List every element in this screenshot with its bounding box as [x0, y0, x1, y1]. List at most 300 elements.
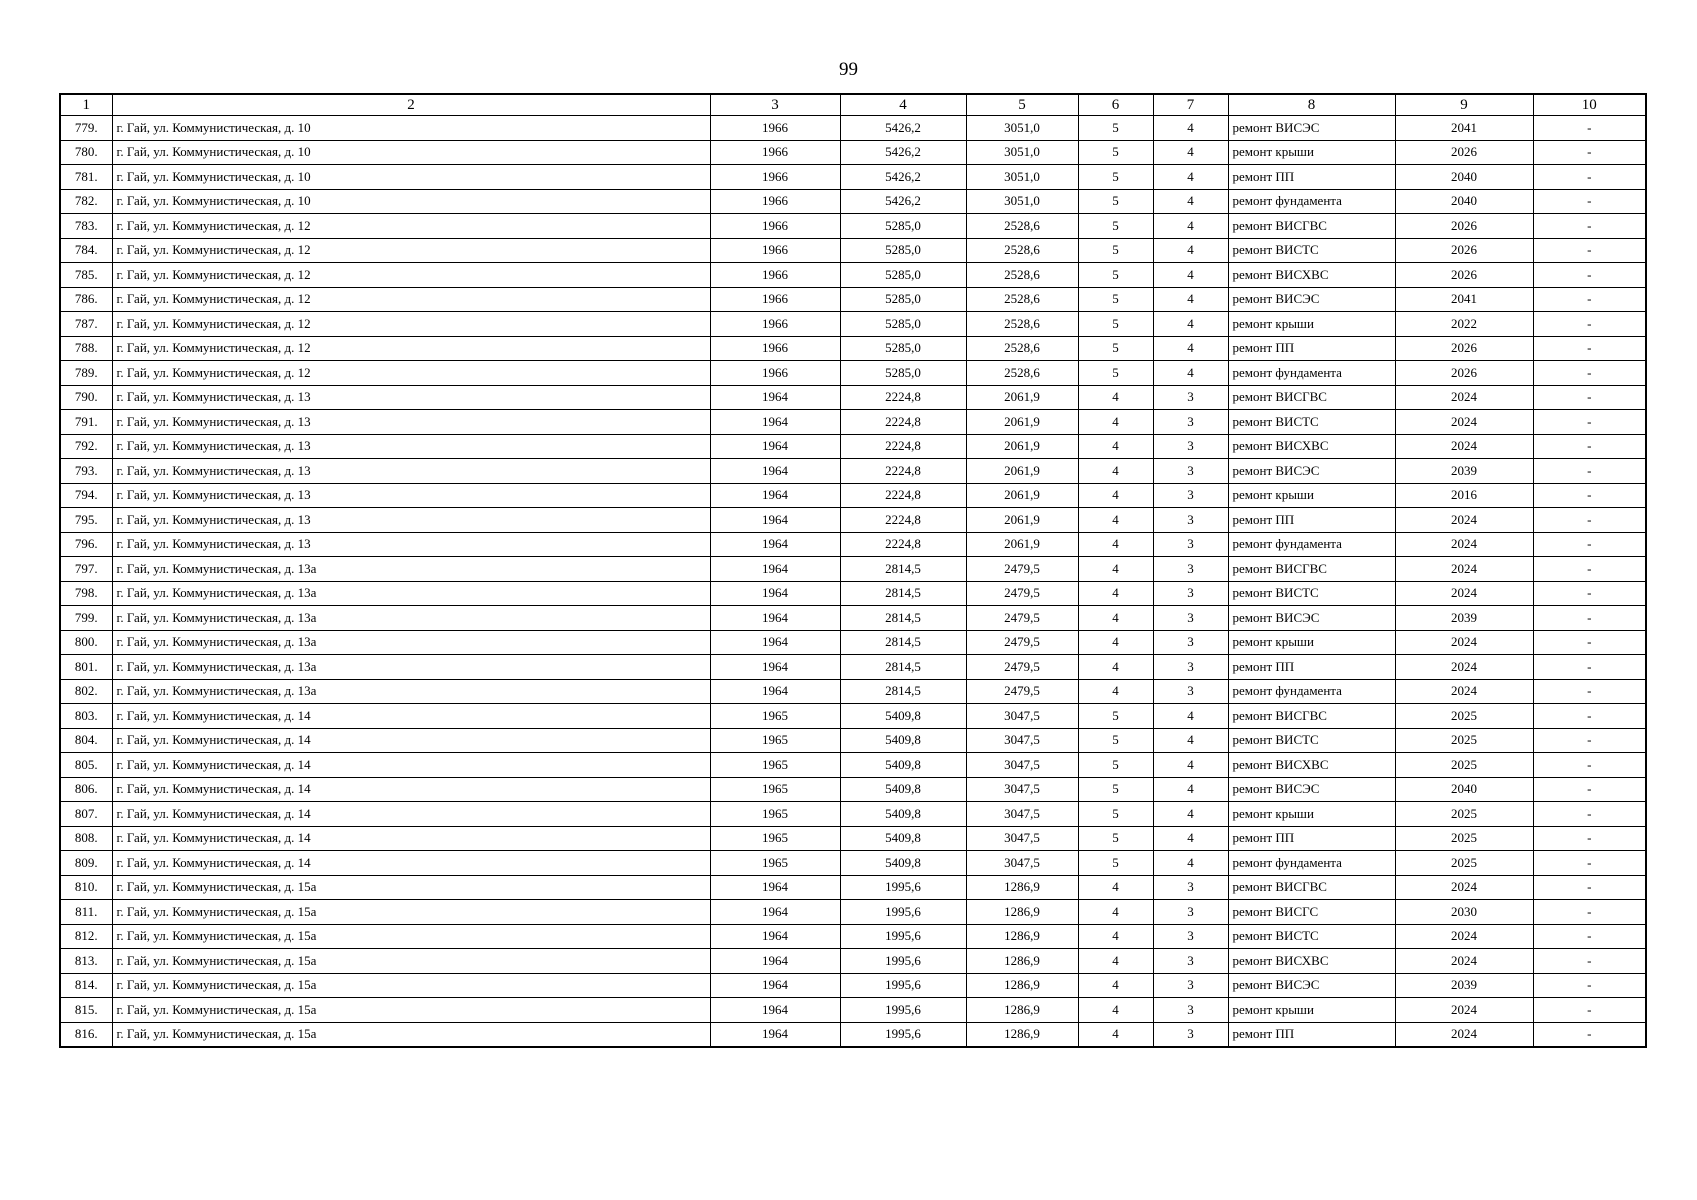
cell-work-type: ремонт ВИСЭС	[1228, 116, 1395, 141]
table-row	[60, 875, 1646, 900]
cell-planned-year: 2039	[1395, 973, 1533, 998]
cell-year-built: 1965	[710, 777, 840, 802]
cell-address: г. Гай, ул. Коммунистическая, д. 13а	[112, 581, 710, 606]
table-row	[60, 851, 1646, 876]
cell-floors: 4	[1078, 483, 1153, 508]
cell-address: г. Гай, ул. Коммунистическая, д. 15а	[112, 973, 710, 998]
cell-living-area: 2528,6	[966, 312, 1078, 337]
cell-address: г. Гай, ул. Коммунистическая, д. 13	[112, 508, 710, 533]
cell-address: г. Гай, ул. Коммунистическая, д. 13	[112, 434, 710, 459]
table-row	[60, 802, 1646, 827]
cell-work-type: ремонт фундамента	[1228, 532, 1395, 557]
cell-living-area: 1286,9	[966, 900, 1078, 925]
cell-work-type: ремонт ПП	[1228, 1022, 1395, 1047]
cell-address: г. Гай, ул. Коммунистическая, д. 13	[112, 410, 710, 435]
cell-total-area: 2814,5	[840, 557, 966, 582]
table-row	[60, 263, 1646, 288]
cell-work-type: ремонт ПП	[1228, 508, 1395, 533]
cell-entrances: 3	[1153, 900, 1228, 925]
cell-work-type: ремонт ВИСХВС	[1228, 753, 1395, 778]
cell-planned-year: 2024	[1395, 410, 1533, 435]
cell-work-type: ремонт ВИСТС	[1228, 238, 1395, 263]
table-row	[60, 949, 1646, 974]
column-header-9: 9	[1395, 94, 1533, 116]
cell-living-area: 2528,6	[966, 263, 1078, 288]
cell-entrances: 3	[1153, 679, 1228, 704]
cell-floors: 4	[1078, 630, 1153, 655]
table-row	[60, 581, 1646, 606]
cell-note: -	[1533, 557, 1646, 582]
cell-living-area: 3047,5	[966, 753, 1078, 778]
cell-total-area: 5409,8	[840, 753, 966, 778]
cell-note: -	[1533, 630, 1646, 655]
cell-planned-year: 2024	[1395, 581, 1533, 606]
cell-year-built: 1965	[710, 704, 840, 729]
cell-entrances: 4	[1153, 826, 1228, 851]
cell-row-number: 783.	[60, 214, 112, 239]
cell-floors: 5	[1078, 263, 1153, 288]
cell-entrances: 3	[1153, 655, 1228, 680]
table-row	[60, 826, 1646, 851]
cell-entrances: 4	[1153, 238, 1228, 263]
table-row	[60, 728, 1646, 753]
cell-floors: 5	[1078, 802, 1153, 827]
cell-planned-year: 2022	[1395, 312, 1533, 337]
cell-floors: 5	[1078, 189, 1153, 214]
cell-row-number: 782.	[60, 189, 112, 214]
column-header-3: 3	[710, 94, 840, 116]
column-header-1: 1	[60, 94, 112, 116]
cell-entrances: 4	[1153, 140, 1228, 165]
cell-work-type: ремонт ВИСХВС	[1228, 263, 1395, 288]
table-row	[60, 483, 1646, 508]
cell-work-type: ремонт крыши	[1228, 998, 1395, 1023]
cell-work-type: ремонт крыши	[1228, 630, 1395, 655]
cell-planned-year: 2040	[1395, 777, 1533, 802]
cell-note: -	[1533, 900, 1646, 925]
cell-planned-year: 2026	[1395, 361, 1533, 386]
cell-work-type: ремонт ВИСТС	[1228, 728, 1395, 753]
table-body	[60, 116, 1646, 1048]
cell-total-area: 1995,6	[840, 924, 966, 949]
cell-row-number: 807.	[60, 802, 112, 827]
cell-address: г. Гай, ул. Коммунистическая, д. 10	[112, 140, 710, 165]
table-row	[60, 655, 1646, 680]
cell-planned-year: 2041	[1395, 116, 1533, 141]
cell-note: -	[1533, 214, 1646, 239]
cell-floors: 4	[1078, 949, 1153, 974]
cell-total-area: 2224,8	[840, 532, 966, 557]
cell-living-area: 2528,6	[966, 214, 1078, 239]
cell-planned-year: 2025	[1395, 704, 1533, 729]
column-header-10: 10	[1533, 94, 1646, 116]
cell-work-type: ремонт ВИСЭС	[1228, 606, 1395, 631]
table-row	[60, 900, 1646, 925]
cell-planned-year: 2039	[1395, 459, 1533, 484]
cell-year-built: 1966	[710, 140, 840, 165]
cell-note: -	[1533, 140, 1646, 165]
cell-address: г. Гай, ул. Коммунистическая, д. 14	[112, 826, 710, 851]
cell-floors: 4	[1078, 557, 1153, 582]
cell-note: -	[1533, 606, 1646, 631]
cell-planned-year: 2024	[1395, 998, 1533, 1023]
cell-total-area: 1995,6	[840, 998, 966, 1023]
cell-year-built: 1965	[710, 753, 840, 778]
cell-work-type: ремонт крыши	[1228, 312, 1395, 337]
cell-work-type: ремонт ВИСГВС	[1228, 557, 1395, 582]
cell-row-number: 790.	[60, 385, 112, 410]
cell-floors: 4	[1078, 924, 1153, 949]
cell-entrances: 4	[1153, 753, 1228, 778]
cell-work-type: ремонт ВИСХВС	[1228, 949, 1395, 974]
cell-year-built: 1965	[710, 802, 840, 827]
cell-total-area: 5426,2	[840, 140, 966, 165]
cell-entrances: 4	[1153, 704, 1228, 729]
cell-planned-year: 2025	[1395, 802, 1533, 827]
table-row	[60, 385, 1646, 410]
cell-note: -	[1533, 165, 1646, 190]
cell-note: -	[1533, 508, 1646, 533]
cell-row-number: 784.	[60, 238, 112, 263]
cell-note: -	[1533, 826, 1646, 851]
cell-row-number: 780.	[60, 140, 112, 165]
cell-floors: 4	[1078, 581, 1153, 606]
cell-note: -	[1533, 483, 1646, 508]
cell-total-area: 5409,8	[840, 777, 966, 802]
cell-entrances: 4	[1153, 728, 1228, 753]
cell-total-area: 2814,5	[840, 655, 966, 680]
cell-entrances: 3	[1153, 1022, 1228, 1047]
cell-note: -	[1533, 949, 1646, 974]
cell-note: -	[1533, 973, 1646, 998]
cell-note: -	[1533, 802, 1646, 827]
cell-total-area: 5409,8	[840, 704, 966, 729]
cell-note: -	[1533, 336, 1646, 361]
cell-total-area: 5285,0	[840, 287, 966, 312]
cell-row-number: 812.	[60, 924, 112, 949]
cell-entrances: 4	[1153, 777, 1228, 802]
cell-row-number: 810.	[60, 875, 112, 900]
cell-year-built: 1966	[710, 312, 840, 337]
cell-year-built: 1964	[710, 973, 840, 998]
cell-note: -	[1533, 1022, 1646, 1047]
table-row	[60, 924, 1646, 949]
cell-floors: 4	[1078, 875, 1153, 900]
cell-row-number: 781.	[60, 165, 112, 190]
cell-year-built: 1966	[710, 361, 840, 386]
cell-planned-year: 2024	[1395, 630, 1533, 655]
cell-entrances: 4	[1153, 263, 1228, 288]
cell-year-built: 1966	[710, 336, 840, 361]
cell-total-area: 2814,5	[840, 679, 966, 704]
table-row	[60, 312, 1646, 337]
cell-year-built: 1965	[710, 826, 840, 851]
table-row	[60, 557, 1646, 582]
cell-living-area: 2528,6	[966, 238, 1078, 263]
cell-entrances: 3	[1153, 434, 1228, 459]
cell-note: -	[1533, 875, 1646, 900]
cell-planned-year: 2026	[1395, 238, 1533, 263]
cell-note: -	[1533, 385, 1646, 410]
table-header-row	[60, 94, 1646, 116]
column-header-5: 5	[966, 94, 1078, 116]
cell-address: г. Гай, ул. Коммунистическая, д. 13	[112, 385, 710, 410]
cell-address: г. Гай, ул. Коммунистическая, д. 15а	[112, 875, 710, 900]
cell-living-area: 2479,5	[966, 581, 1078, 606]
cell-year-built: 1964	[710, 630, 840, 655]
cell-entrances: 4	[1153, 851, 1228, 876]
cell-planned-year: 2024	[1395, 434, 1533, 459]
cell-year-built: 1966	[710, 165, 840, 190]
cell-entrances: 3	[1153, 557, 1228, 582]
cell-row-number: 805.	[60, 753, 112, 778]
cell-year-built: 1964	[710, 385, 840, 410]
cell-address: г. Гай, ул. Коммунистическая, д. 10	[112, 165, 710, 190]
cell-planned-year: 2030	[1395, 900, 1533, 925]
cell-work-type: ремонт ВИСЭС	[1228, 459, 1395, 484]
table-row	[60, 753, 1646, 778]
cell-entrances: 4	[1153, 189, 1228, 214]
cell-year-built: 1964	[710, 557, 840, 582]
cell-living-area: 3047,5	[966, 777, 1078, 802]
cell-entrances: 3	[1153, 630, 1228, 655]
cell-work-type: ремонт ВИСТС	[1228, 410, 1395, 435]
cell-living-area: 3047,5	[966, 704, 1078, 729]
cell-floors: 4	[1078, 973, 1153, 998]
cell-living-area: 2479,5	[966, 655, 1078, 680]
cell-planned-year: 2026	[1395, 140, 1533, 165]
cell-floors: 5	[1078, 116, 1153, 141]
table-row	[60, 287, 1646, 312]
cell-living-area: 2479,5	[966, 630, 1078, 655]
cell-address: г. Гай, ул. Коммунистическая, д. 14	[112, 777, 710, 802]
cell-total-area: 2814,5	[840, 630, 966, 655]
cell-row-number: 789.	[60, 361, 112, 386]
cell-planned-year: 2025	[1395, 728, 1533, 753]
cell-note: -	[1533, 851, 1646, 876]
cell-entrances: 4	[1153, 361, 1228, 386]
cell-entrances: 3	[1153, 459, 1228, 484]
cell-year-built: 1966	[710, 214, 840, 239]
cell-floors: 5	[1078, 287, 1153, 312]
cell-planned-year: 2024	[1395, 385, 1533, 410]
table-row	[60, 679, 1646, 704]
table-row	[60, 532, 1646, 557]
cell-work-type: ремонт фундамента	[1228, 361, 1395, 386]
cell-living-area: 2061,9	[966, 434, 1078, 459]
cell-year-built: 1965	[710, 851, 840, 876]
cell-living-area: 2528,6	[966, 287, 1078, 312]
table-row	[60, 459, 1646, 484]
cell-year-built: 1964	[710, 875, 840, 900]
cell-address: г. Гай, ул. Коммунистическая, д. 12	[112, 263, 710, 288]
cell-floors: 4	[1078, 434, 1153, 459]
cell-total-area: 5285,0	[840, 263, 966, 288]
cell-note: -	[1533, 410, 1646, 435]
cell-year-built: 1964	[710, 410, 840, 435]
cell-work-type: ремонт ПП	[1228, 336, 1395, 361]
cell-floors: 4	[1078, 532, 1153, 557]
cell-floors: 5	[1078, 728, 1153, 753]
cell-work-type: ремонт ПП	[1228, 165, 1395, 190]
cell-floors: 4	[1078, 900, 1153, 925]
cell-address: г. Гай, ул. Коммунистическая, д. 13а	[112, 606, 710, 631]
cell-living-area: 3047,5	[966, 851, 1078, 876]
cell-entrances: 3	[1153, 508, 1228, 533]
cell-work-type: ремонт фундамента	[1228, 851, 1395, 876]
cell-total-area: 2224,8	[840, 508, 966, 533]
table-row	[60, 1022, 1646, 1047]
cell-row-number: 798.	[60, 581, 112, 606]
cell-planned-year: 2024	[1395, 924, 1533, 949]
cell-total-area: 5409,8	[840, 728, 966, 753]
cell-row-number: 792.	[60, 434, 112, 459]
cell-address: г. Гай, ул. Коммунистическая, д. 13	[112, 483, 710, 508]
cell-floors: 5	[1078, 312, 1153, 337]
cell-note: -	[1533, 189, 1646, 214]
cell-year-built: 1966	[710, 238, 840, 263]
cell-floors: 5	[1078, 753, 1153, 778]
cell-address: г. Гай, ул. Коммунистическая, д. 12	[112, 361, 710, 386]
page-number: 99	[839, 59, 858, 80]
cell-address: г. Гай, ул. Коммунистическая, д. 15а	[112, 949, 710, 974]
cell-address: г. Гай, ул. Коммунистическая, д. 14	[112, 753, 710, 778]
table-row	[60, 998, 1646, 1023]
cell-entrances: 3	[1153, 924, 1228, 949]
cell-total-area: 2224,8	[840, 434, 966, 459]
cell-row-number: 787.	[60, 312, 112, 337]
cell-total-area: 1995,6	[840, 973, 966, 998]
cell-note: -	[1533, 287, 1646, 312]
cell-floors: 5	[1078, 851, 1153, 876]
cell-note: -	[1533, 116, 1646, 141]
cell-total-area: 5285,0	[840, 238, 966, 263]
cell-total-area: 2224,8	[840, 410, 966, 435]
cell-year-built: 1964	[710, 532, 840, 557]
cell-floors: 4	[1078, 998, 1153, 1023]
cell-note: -	[1533, 655, 1646, 680]
cell-living-area: 3051,0	[966, 165, 1078, 190]
cell-total-area: 5409,8	[840, 851, 966, 876]
cell-address: г. Гай, ул. Коммунистическая, д. 12	[112, 238, 710, 263]
cell-year-built: 1964	[710, 949, 840, 974]
cell-note: -	[1533, 263, 1646, 288]
cell-year-built: 1966	[710, 116, 840, 141]
column-header-4: 4	[840, 94, 966, 116]
table-row	[60, 165, 1646, 190]
cell-entrances: 3	[1153, 998, 1228, 1023]
cell-note: -	[1533, 581, 1646, 606]
cell-row-number: 785.	[60, 263, 112, 288]
cell-work-type: ремонт ВИСГВС	[1228, 385, 1395, 410]
table-row	[60, 777, 1646, 802]
cell-row-number: 793.	[60, 459, 112, 484]
cell-planned-year: 2024	[1395, 508, 1533, 533]
repair-schedule-table	[59, 93, 1647, 1048]
cell-work-type: ремонт ВИСГВС	[1228, 875, 1395, 900]
cell-row-number: 815.	[60, 998, 112, 1023]
cell-total-area: 2814,5	[840, 606, 966, 631]
cell-entrances: 3	[1153, 410, 1228, 435]
cell-living-area: 3051,0	[966, 116, 1078, 141]
cell-floors: 5	[1078, 336, 1153, 361]
cell-living-area: 3051,0	[966, 189, 1078, 214]
cell-address: г. Гай, ул. Коммунистическая, д. 12	[112, 336, 710, 361]
cell-planned-year: 2024	[1395, 532, 1533, 557]
cell-work-type: ремонт ВИСЭС	[1228, 777, 1395, 802]
cell-total-area: 5426,2	[840, 189, 966, 214]
cell-year-built: 1964	[710, 581, 840, 606]
cell-work-type: ремонт ПП	[1228, 655, 1395, 680]
cell-year-built: 1964	[710, 655, 840, 680]
cell-row-number: 794.	[60, 483, 112, 508]
column-header-8: 8	[1228, 94, 1395, 116]
cell-total-area: 5285,0	[840, 214, 966, 239]
cell-floors: 5	[1078, 140, 1153, 165]
cell-work-type: ремонт ВИСЭС	[1228, 973, 1395, 998]
cell-total-area: 2224,8	[840, 385, 966, 410]
cell-living-area: 3047,5	[966, 826, 1078, 851]
cell-total-area: 5285,0	[840, 361, 966, 386]
cell-floors: 4	[1078, 679, 1153, 704]
cell-total-area: 2224,8	[840, 483, 966, 508]
table-row	[60, 508, 1646, 533]
cell-work-type: ремонт ВИСГВС	[1228, 214, 1395, 239]
cell-total-area: 5285,0	[840, 336, 966, 361]
table-row	[60, 434, 1646, 459]
cell-year-built: 1966	[710, 189, 840, 214]
table-row	[60, 410, 1646, 435]
cell-floors: 4	[1078, 459, 1153, 484]
cell-living-area: 3051,0	[966, 140, 1078, 165]
column-header-7: 7	[1153, 94, 1228, 116]
cell-living-area: 2479,5	[966, 679, 1078, 704]
cell-work-type: ремонт крыши	[1228, 802, 1395, 827]
cell-total-area: 5285,0	[840, 312, 966, 337]
cell-planned-year: 2024	[1395, 557, 1533, 582]
cell-row-number: 796.	[60, 532, 112, 557]
cell-row-number: 779.	[60, 116, 112, 141]
table-row	[60, 214, 1646, 239]
cell-living-area: 2061,9	[966, 410, 1078, 435]
cell-note: -	[1533, 753, 1646, 778]
cell-planned-year: 2024	[1395, 1022, 1533, 1047]
cell-row-number: 795.	[60, 508, 112, 533]
cell-note: -	[1533, 312, 1646, 337]
cell-floors: 5	[1078, 704, 1153, 729]
cell-year-built: 1964	[710, 606, 840, 631]
cell-floors: 5	[1078, 165, 1153, 190]
cell-year-built: 1965	[710, 728, 840, 753]
cell-year-built: 1966	[710, 287, 840, 312]
cell-total-area: 5426,2	[840, 165, 966, 190]
cell-floors: 5	[1078, 214, 1153, 239]
cell-note: -	[1533, 777, 1646, 802]
cell-address: г. Гай, ул. Коммунистическая, д. 12	[112, 287, 710, 312]
cell-floors: 4	[1078, 1022, 1153, 1047]
cell-note: -	[1533, 434, 1646, 459]
cell-living-area: 2061,9	[966, 385, 1078, 410]
cell-row-number: 791.	[60, 410, 112, 435]
cell-address: г. Гай, ул. Коммунистическая, д. 14	[112, 704, 710, 729]
cell-planned-year: 2040	[1395, 165, 1533, 190]
cell-year-built: 1964	[710, 459, 840, 484]
cell-living-area: 3047,5	[966, 802, 1078, 827]
table-row	[60, 704, 1646, 729]
cell-living-area: 2061,9	[966, 459, 1078, 484]
cell-entrances: 4	[1153, 312, 1228, 337]
cell-floors: 4	[1078, 606, 1153, 631]
